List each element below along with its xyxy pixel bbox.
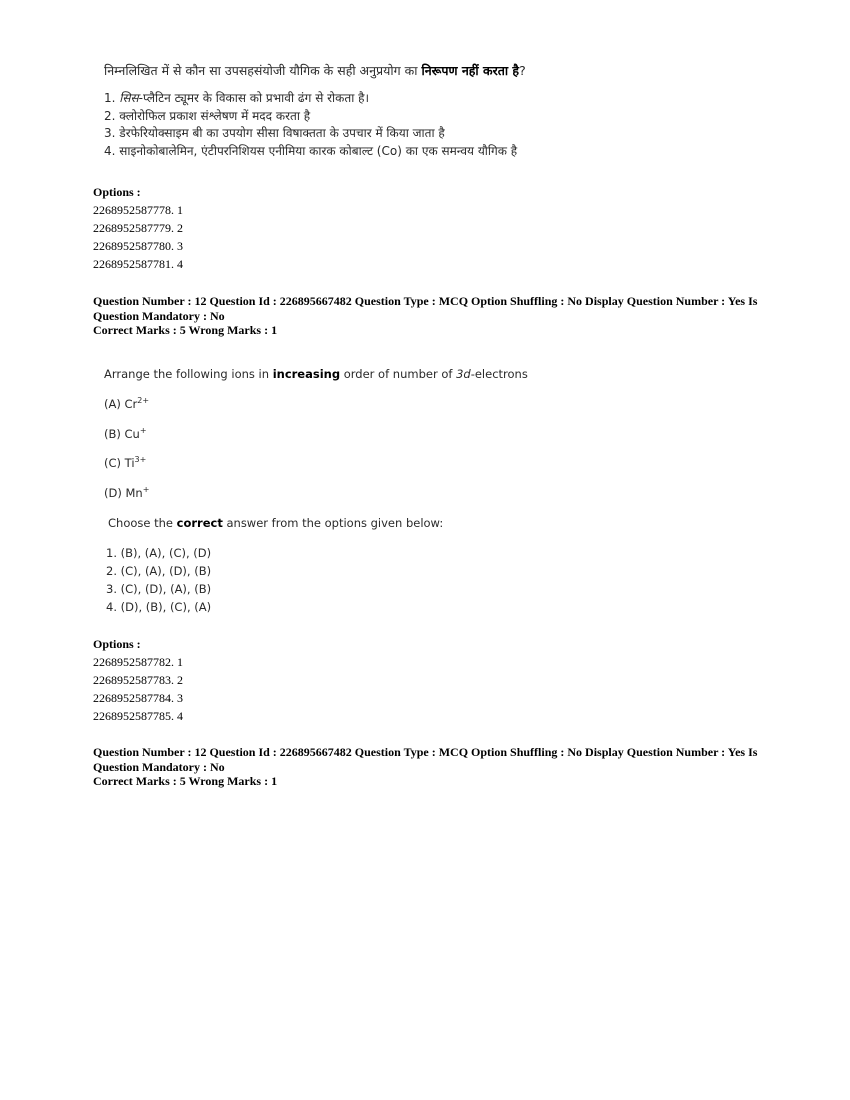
- question-11-option-2: 2. क्लोरोफिल प्रकाश संश्लेषण में मदद करता है: [104, 108, 311, 123]
- answer-option-3: 3. (C), (D), (A), (B): [106, 582, 212, 596]
- ion-c: (C) $Ti^{3+}$: [104, 455, 147, 470]
- question-11-option-3: 3. डेरफेरियोक्साइम बी का उपयोग सीसा विषाक्तता के उपचार में किया जाता है: [104, 126, 445, 140]
- question-meta-line: Question Number : 12 Question Id : 226895667482 Question Type : MCQ Option Shuffling : No Display Question Number : Yes Is: [93, 294, 758, 308]
- ion-a: (A) $Cr^{2+}$: [104, 396, 150, 411]
- question-marks: Correct Marks : 5 Wrong Marks : 1: [93, 774, 278, 788]
- options-title: Options :: [93, 637, 141, 651]
- question-11-options: [93, 183, 183, 273]
- next-question-meta: [93, 745, 773, 789]
- option-id-line: 2268952587779. 2: [93, 221, 183, 235]
- option-id-line: 2268952587782. 1: [93, 655, 183, 669]
- option-id-line: 2268952587783. 2: [93, 673, 183, 687]
- options-title: Options :: [93, 185, 141, 199]
- ion-b: (B) Cu+: [104, 426, 147, 441]
- question-12-options: [93, 635, 183, 725]
- ion-d: (D) Mn+: [104, 485, 150, 500]
- answer-option-2: 2. (C), (A), (D), (B): [106, 564, 212, 578]
- question-12-image: [104, 366, 804, 614]
- question-marks: Correct Marks : 5 Wrong Marks : 1: [93, 323, 278, 337]
- choose-instruction: Choose the correct answer from the options given below:: [108, 516, 444, 530]
- option-id-line: 2268952587784. 3: [93, 691, 183, 705]
- option-id-line: 2268952587781. 4: [93, 257, 183, 271]
- answer-option-1: 1. (B), (A), (C), (D): [106, 546, 212, 560]
- option-id-line: 2268952587785. 4: [93, 709, 183, 723]
- question-11-option-4: 4. साइनोकोबालेमिन, एंटीपरनिशियस एनीमिया कारक कोबाल्ट (Co) का एक समन्वय यौगिक है: [104, 143, 518, 158]
- answer-option-4: 4. (D), (B), (C), (A): [106, 600, 212, 614]
- question-11-option-1: 1. सिस-प्लैटिन ट्यूमर के विकास को प्रभावी ढंग से रोकता है।: [104, 91, 370, 105]
- question-meta-line: Question Number : 12 Question Id : 226895667482 Question Type : MCQ Option Shuffling : No Display Question Number : Yes Is: [93, 745, 758, 759]
- question-12-stem: Arrange the following ions in increasing order of number of 3d-electrons: [104, 367, 528, 381]
- question-11-image: [104, 62, 804, 160]
- question-12-meta: [93, 294, 773, 338]
- option-id-line: 2268952587780. 3: [93, 239, 183, 253]
- question-mandatory: Question Mandatory : No: [93, 308, 225, 323]
- question-mandatory: Question Mandatory : No: [93, 759, 225, 774]
- option-id-line: 2268952587778. 1: [93, 203, 183, 217]
- question-11-stem: निम्नलिखित में से कौन सा उपसहसंयोजी यौगिक के सही अनुप्रयोग का निरूपण नहीं करता है?: [104, 63, 526, 78]
